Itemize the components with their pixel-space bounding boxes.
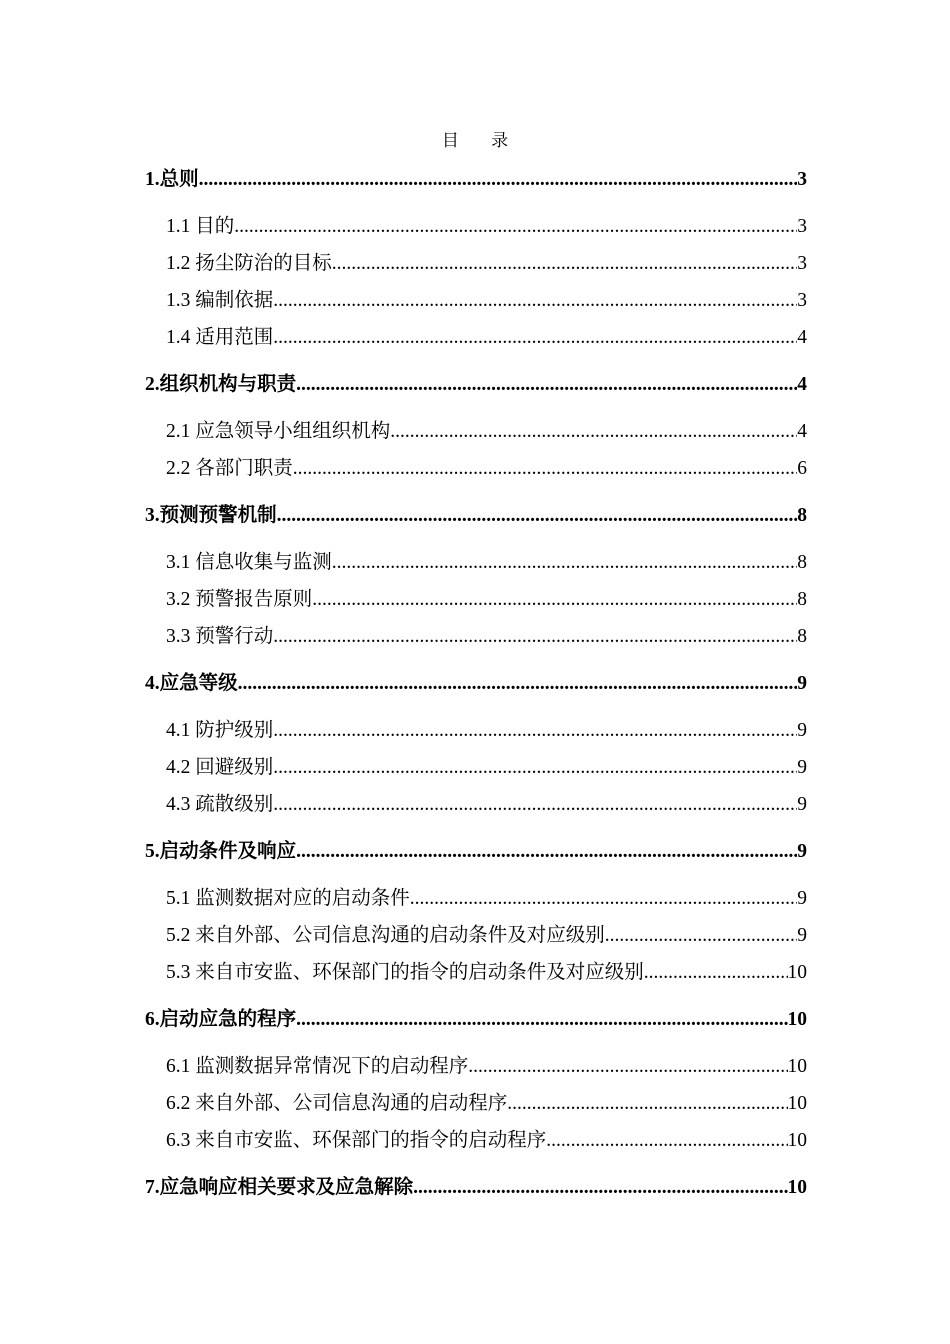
toc-dot-leader [468,1055,787,1079]
toc-section-entry[interactable] [166,588,807,612]
toc-dot-leader [238,672,798,696]
toc-entry-label: 6.2 来自外部、公司信息沟通的启动程序 [166,1093,508,1114]
toc-section-entry[interactable] [166,887,807,911]
toc-entry-label: 6.启动应急的程序 [145,1009,297,1030]
toc-section-entry[interactable] [166,793,807,817]
toc-entry-label: 2.组织机构与职责 [145,374,297,395]
toc-chapter-entry[interactable] [145,840,807,864]
toc-entry-label: 6.1 监测数据异常情况下的启动程序 [166,1056,469,1077]
toc-page-number: 9 [797,925,807,946]
toc-page-number: 10 [787,962,807,983]
toc-entry-label: 2.1 应急领导小组组织机构 [166,421,391,442]
toc-section-entry[interactable] [166,252,807,276]
toc-dot-leader [273,625,797,649]
toc-dot-leader [296,1008,787,1032]
toc-chapter-entry[interactable] [145,1008,807,1032]
toc-section-entry[interactable] [166,1092,807,1116]
toc-section-entry[interactable] [166,961,807,985]
toc-dot-leader [332,252,797,276]
toc-section-entry[interactable] [166,289,807,313]
toc-dot-leader [273,719,797,743]
toc-entry-label: 4.2 回避级别 [166,757,274,778]
toc-dot-leader [332,551,797,575]
toc-section-entry[interactable] [166,756,807,780]
toc-entry-label: 1.总则 [145,169,199,190]
toc-dot-leader [293,457,797,481]
toc-page-number: 8 [797,552,807,573]
toc-page-number: 4 [797,421,807,442]
toc-dot-leader [546,1129,787,1153]
toc-chapter-entry[interactable] [145,373,807,397]
toc-entry-label: 1.1 目的 [166,216,235,237]
toc-entry-label: 5.2 来自外部、公司信息沟通的启动条件及对应级别 [166,925,605,946]
toc-page-number: 6 [797,458,807,479]
toc-page-number: 3 [797,169,807,190]
toc-page-number: 4 [797,327,807,348]
toc-dot-leader [199,168,798,192]
toc-entry-label: 3.3 预警行动 [166,626,274,647]
toc-dot-leader [273,793,797,817]
toc-page-number: 10 [787,1009,807,1030]
toc-section-entry[interactable] [166,420,807,444]
toc-entry-label: 4.3 疏散级别 [166,794,274,815]
toc-dot-leader [296,840,797,864]
toc-entry-label: 1.2 扬尘防治的目标 [166,253,332,274]
toc-entry-label: 1.4 适用范围 [166,327,274,348]
toc-chapter-entry[interactable] [145,504,807,528]
toc-page-number: 4 [797,374,807,395]
toc-entry-label: 6.3 来自市安监、环保部门的指令的启动程序 [166,1130,547,1151]
toc-entry-label: 7.应急响应相关要求及应急解除 [145,1177,414,1198]
toc-page-number: 9 [797,757,807,778]
toc-page-number: 8 [797,626,807,647]
toc-section-entry[interactable] [166,1055,807,1079]
toc-dot-leader [644,961,788,985]
toc-chapter-entry[interactable] [145,168,807,192]
toc-page-number: 10 [787,1056,807,1077]
toc-dot-leader [273,756,797,780]
toc-page-number: 10 [787,1093,807,1114]
toc-entry-label: 2.2 各部门职责 [166,458,293,479]
toc-section-entry[interactable] [166,1129,807,1153]
toc-page-number: 3 [797,253,807,274]
toc-section-entry[interactable] [166,719,807,743]
toc-dot-leader [296,373,797,397]
toc-dot-leader [507,1092,787,1116]
toc-section-entry[interactable] [166,924,807,948]
toc-entry-label: 3.2 预警报告原则 [166,589,313,610]
toc-page-number: 3 [797,216,807,237]
toc-section-entry[interactable] [166,625,807,649]
toc-page-number: 9 [797,841,807,862]
toc-page-number: 3 [797,290,807,311]
toc-chapter-entry[interactable] [145,1176,807,1200]
toc-entry-label: 3.1 信息收集与监测 [166,552,332,573]
toc-page-number: 8 [797,589,807,610]
toc-entry-label: 3.预测预警机制 [145,505,277,526]
toc-dot-leader [312,588,797,612]
toc-entry-label: 4.应急等级 [145,673,238,694]
toc-section-entry[interactable] [166,215,807,239]
toc-title: 目 录 [441,131,523,150]
toc-page-number: 10 [787,1177,807,1198]
toc-dot-leader [605,924,797,948]
toc-entry-label: 5.1 监测数据对应的启动条件 [166,888,410,909]
toc-page-number: 9 [797,720,807,741]
toc-section-entry[interactable] [166,326,807,350]
toc-dot-leader [390,420,797,444]
toc-dot-leader [273,289,797,313]
toc-page-number: 8 [797,505,807,526]
toc-dot-leader [273,326,797,350]
toc-dot-leader [410,887,797,911]
toc-dot-leader [234,215,797,239]
toc-entry-label: 1.3 编制依据 [166,290,274,311]
toc-entry-label: 5.启动条件及响应 [145,841,297,862]
toc-dot-leader [413,1176,787,1200]
toc-page-number: 9 [797,888,807,909]
toc-entry-label: 5.3 来自市安监、环保部门的指令的启动条件及对应级别 [166,962,644,983]
toc-entry-label: 4.1 防护级别 [166,720,274,741]
toc-page-number: 10 [787,1130,807,1151]
toc-page-number: 9 [797,673,807,694]
toc-dot-leader [277,504,798,528]
toc-section-entry[interactable] [166,551,807,575]
toc-section-entry[interactable] [166,457,807,481]
toc-page-number: 9 [797,794,807,815]
toc-chapter-entry[interactable] [145,672,807,696]
